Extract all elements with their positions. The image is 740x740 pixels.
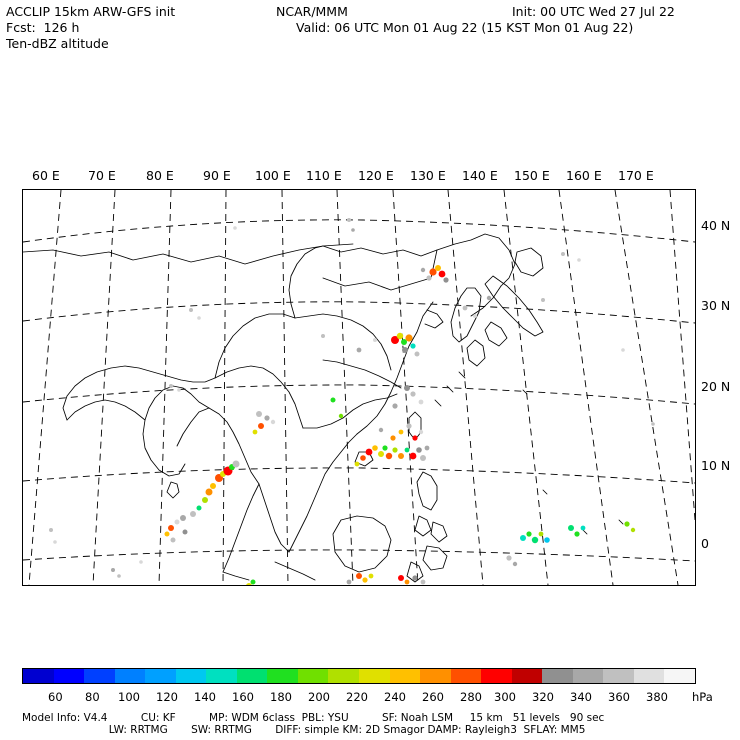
colorbar-swatch xyxy=(176,669,207,683)
lat-tick-20N: 20 N xyxy=(701,379,731,394)
colorbar-swatch xyxy=(145,669,176,683)
map-plot-area[interactable] xyxy=(22,189,696,586)
header-field-name: Ten-dBZ altitude xyxy=(6,36,109,51)
colorbar-swatch xyxy=(512,669,543,683)
colorbar-tick-360: 360 xyxy=(608,690,630,704)
colorbar-tick-80: 80 xyxy=(85,690,100,704)
colorbar-swatch xyxy=(84,669,115,683)
lat-tick-40N: 40 N xyxy=(701,218,731,233)
colorbar-tick-120: 120 xyxy=(156,690,178,704)
lon-tick-150E: 150 E xyxy=(514,168,550,183)
colorbar-swatch xyxy=(542,669,573,683)
colorbar-tick-60: 60 xyxy=(48,690,63,704)
colorbar-swatch xyxy=(359,669,390,683)
graticule xyxy=(23,190,695,585)
header-institution: NCAR/MMM xyxy=(276,4,348,19)
lat-tick-30N: 30 N xyxy=(701,298,731,313)
colorbar-swatch xyxy=(298,669,329,683)
colorbar-swatch xyxy=(390,669,421,683)
coastlines xyxy=(23,234,623,582)
colorbar-tick-140: 140 xyxy=(194,690,216,704)
colorbar-tick-180: 180 xyxy=(270,690,292,704)
colorbar-tick-240: 240 xyxy=(384,690,406,704)
colorbar-swatch xyxy=(54,669,85,683)
colorbar-tick-220: 220 xyxy=(346,690,368,704)
lon-tick-160E: 160 E xyxy=(566,168,602,183)
colorbar-tick-160: 160 xyxy=(232,690,254,704)
colorbar-tick-260: 260 xyxy=(422,690,444,704)
colorbar-tick-200: 200 xyxy=(308,690,330,704)
colorbar-tick-300: 300 xyxy=(494,690,516,704)
colorbar-swatch xyxy=(634,669,665,683)
colorbar-swatch xyxy=(23,669,54,683)
lon-tick-90E: 90 E xyxy=(203,168,231,183)
colorbar-swatch xyxy=(115,669,146,683)
colorbar-tick-280: 280 xyxy=(460,690,482,704)
echo-top-cells xyxy=(49,218,655,585)
model-info-line2: LW: RRTMG SW: RRTMG DIFF: simple KM: 2D Smagor DAMP: Rayleigh3 SFLAY: MM5 xyxy=(22,724,586,736)
colorbar-swatch xyxy=(420,669,451,683)
lon-tick-170E: 170 E xyxy=(618,168,654,183)
lat-tick-10N: 10 N xyxy=(701,458,731,473)
lon-tick-130E: 130 E xyxy=(410,168,446,183)
colorbar-swatch xyxy=(206,669,237,683)
lat-tick-0: 0 xyxy=(701,536,709,551)
colorbar-swatch xyxy=(481,669,512,683)
colorbar-swatch xyxy=(573,669,604,683)
colorbar-tick-320: 320 xyxy=(532,690,554,704)
colorbar-tick-380: 380 xyxy=(646,690,668,704)
lon-tick-110E: 110 E xyxy=(306,168,342,183)
colorbar-swatch xyxy=(603,669,634,683)
colorbar xyxy=(22,668,696,684)
colorbar-units: hPa xyxy=(692,690,713,704)
colorbar-tick-340: 340 xyxy=(570,690,592,704)
lon-tick-80E: 80 E xyxy=(146,168,174,183)
colorbar-tick-100: 100 xyxy=(118,690,140,704)
header-valid-time: Valid: 06 UTC Mon 01 Aug 22 (15 KST Mon 01 Aug 22) xyxy=(296,20,634,35)
lon-tick-100E: 100 E xyxy=(255,168,291,183)
colorbar-swatch xyxy=(451,669,482,683)
header-model-title: ACCLIP 15km ARW-GFS init xyxy=(6,4,176,19)
lon-tick-120E: 120 E xyxy=(358,168,394,183)
colorbar-swatch xyxy=(237,669,268,683)
model-info-line1: Model Info: V4.4 CU: KF MP: WDM 6class PBL: YSU SF: Noah LSM 15 km 51 levels 90 sec xyxy=(22,712,605,724)
header-forecast-hour: Fcst: 126 h xyxy=(6,20,80,35)
lon-tick-60E: 60 E xyxy=(32,168,60,183)
colorbar-swatch xyxy=(267,669,298,683)
header-init-time: Init: 00 UTC Wed 27 Jul 22 xyxy=(512,4,675,19)
colorbar-swatch xyxy=(328,669,359,683)
lon-tick-70E: 70 E xyxy=(88,168,116,183)
colorbar-swatch xyxy=(664,669,695,683)
lon-tick-140E: 140 E xyxy=(462,168,498,183)
